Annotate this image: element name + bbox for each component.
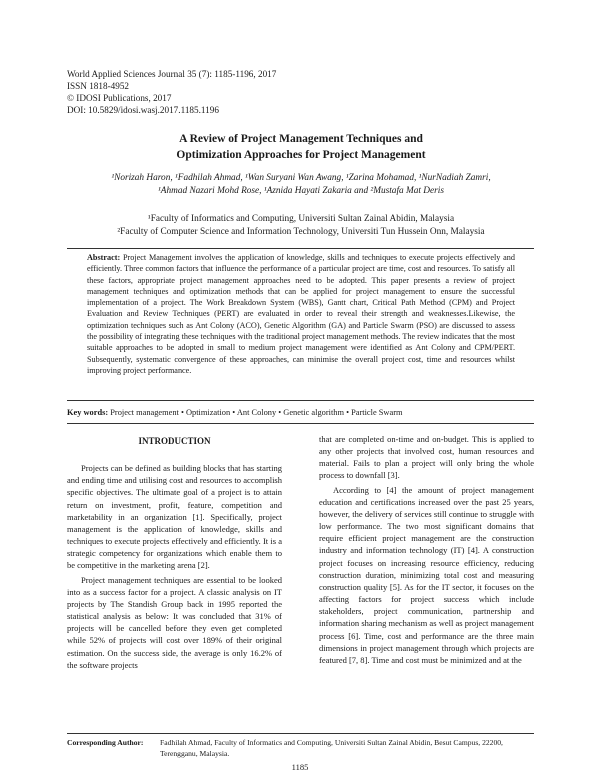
- keywords: [67, 407, 535, 419]
- intro-paragraph-2: Project management techniques are essential to be looked into as a success factor for a project. A classic analysis on IT projects by The Standish Group back in 1995 reported the statistical analysis as below: It was concluded that 31% of projects will be cancelled before they even get completed while 52% of projects will cost over 189% of their original estimation. On the success side, the average is only 16.2% of the software projects: [67, 574, 282, 670]
- title-line-1: A Review of Project Management Techniques and: [179, 133, 423, 145]
- paper-title: [67, 131, 535, 163]
- intro-paragraph-4: According to [4] the amount of project management education and certifications increased over the past 25 years, however, the delivery of services still continue to struggle with low performance. The two most significant domains that require efficient project management are the construction industry and information technology (IT) [4]. A construction project focuses on increasing resource efficiency, reducing construction duration, minimizing total cost and measuring construction quality [5]. As for the IT sector, it focuses on the affecting factors for project success which include stakeholders, project communication, partnership and information sharing mechanism as well as project management process [6]. Time, cost and performance are the three main dimensions in project management through which projects are featured [7, 8]. Time and cost must be minimized and at the: [319, 484, 534, 665]
- keywords-bottom-rule: [67, 423, 534, 424]
- keywords-text: Project management • Optimization • Ant Colony • Genetic algorithm • Particle Swarm: [110, 408, 403, 417]
- authors-line-1: ¹Norizah Haron, ¹Fadhilah Ahmad, ¹Wan Suryani Wan Awang, ¹Zarina Mohamad, ¹NurNadiah Zamri,: [111, 173, 491, 183]
- page-number: 1185: [291, 762, 309, 772]
- affiliation-2: ²Faculty of Computer Science and Information Technology, Universiti Tun Hussein Onn, Malaysia: [117, 227, 485, 237]
- copyright: © IDOSI Publications, 2017: [67, 93, 172, 103]
- affiliation-1: ¹Faculty of Informatics and Computing, Universiti Sultan Zainal Abidin, Malaysia: [147, 214, 455, 224]
- abstract-top-rule: [67, 248, 534, 249]
- journal-header: [67, 68, 276, 116]
- right-column: [319, 433, 534, 668]
- abstract: [87, 252, 515, 376]
- abstract-bottom-rule: [67, 400, 534, 401]
- keywords-label: Key words:: [67, 408, 109, 417]
- footer-rule: [67, 733, 534, 734]
- abstract-label: Abstract:: [87, 253, 121, 262]
- intro-paragraph-3: that are completed on-time and on-budget. This is applied to any other projects that involved cost, human resources and material. Fails to plan a project will only bring the whole process to downfall [3].: [319, 434, 534, 481]
- section-heading: INTRODUCTION: [138, 436, 211, 446]
- corresponding-text: Fadhilah Ahmad, Faculty of Informatics and Computing, Universiti Sultan Zainal Abidin, Besut Campus, 22200, Terengganu, Malaysia.: [160, 738, 503, 758]
- doi: DOI: 10.5829/idosi.wasj.2017.1185.1196: [67, 105, 219, 115]
- authors-line-2: ¹Ahmad Nazari Mohd Rose, ¹Aznida Hayati Zakaria and ²Mustafa Mat Deris: [158, 186, 444, 196]
- issn: ISSN 1818-4952: [67, 81, 130, 91]
- intro-paragraph-1: Projects can be defined as building blocks that has starting and ending time and utilising cost and resources to accomplish specific objectives. The ultimate goal of a project is to attain return on investment, profit, feature, competition and marketability in an organization [1]. Specifically, project management is the application of knowledge, skills and techniques to execute projects effectively and efficiently. It is a strategic competency for organizations which enable them to be competitive in the marketing arena [2].: [67, 463, 282, 571]
- corresponding-label: Corresponding Author:: [67, 738, 144, 747]
- author-list: [67, 172, 535, 198]
- journal-citation: World Applied Sciences Journal 35 (7): 1185-1196, 2017: [67, 69, 277, 79]
- left-column: [67, 433, 282, 673]
- abstract-text: Project Management involves the application of knowledge, skills and techniques to execute projects effectively and efficiently. Three common factors that influence the performance of a particular project are time, cost and resources. To satisfy all these factors, appropriate project management approaches need to be adopted. This paper presents a review of project management techniques and optimization methods that can be applied for project management to ensure the successful implementation of a project. The Work Breakdown System (WBS), Gantt chart, Critical Path Method (CPM) and Project Evaluation and Review Techniques (PERT) are evaluated in order to reveal their strength and weaknesses.Likewise, the optimization techniques such as Ant Colony (ACO), Genetic Algorithm (GA) and Particle Swarm (PSO) are discussed to assess the possibility of integrating these techniques with the traditional project management methods. The review indicates that the most suitable approaches to be adopted in small to medium project management were identified as Ant Colony and CPM/PERT. Subsequently, systematic convergence of these approaches, can minimise the overall project cost, time and resources whilst improving project performance.: [87, 253, 515, 375]
- affiliations: [67, 213, 535, 239]
- title-line-2: Optimization Approaches for Project Management: [176, 149, 426, 161]
